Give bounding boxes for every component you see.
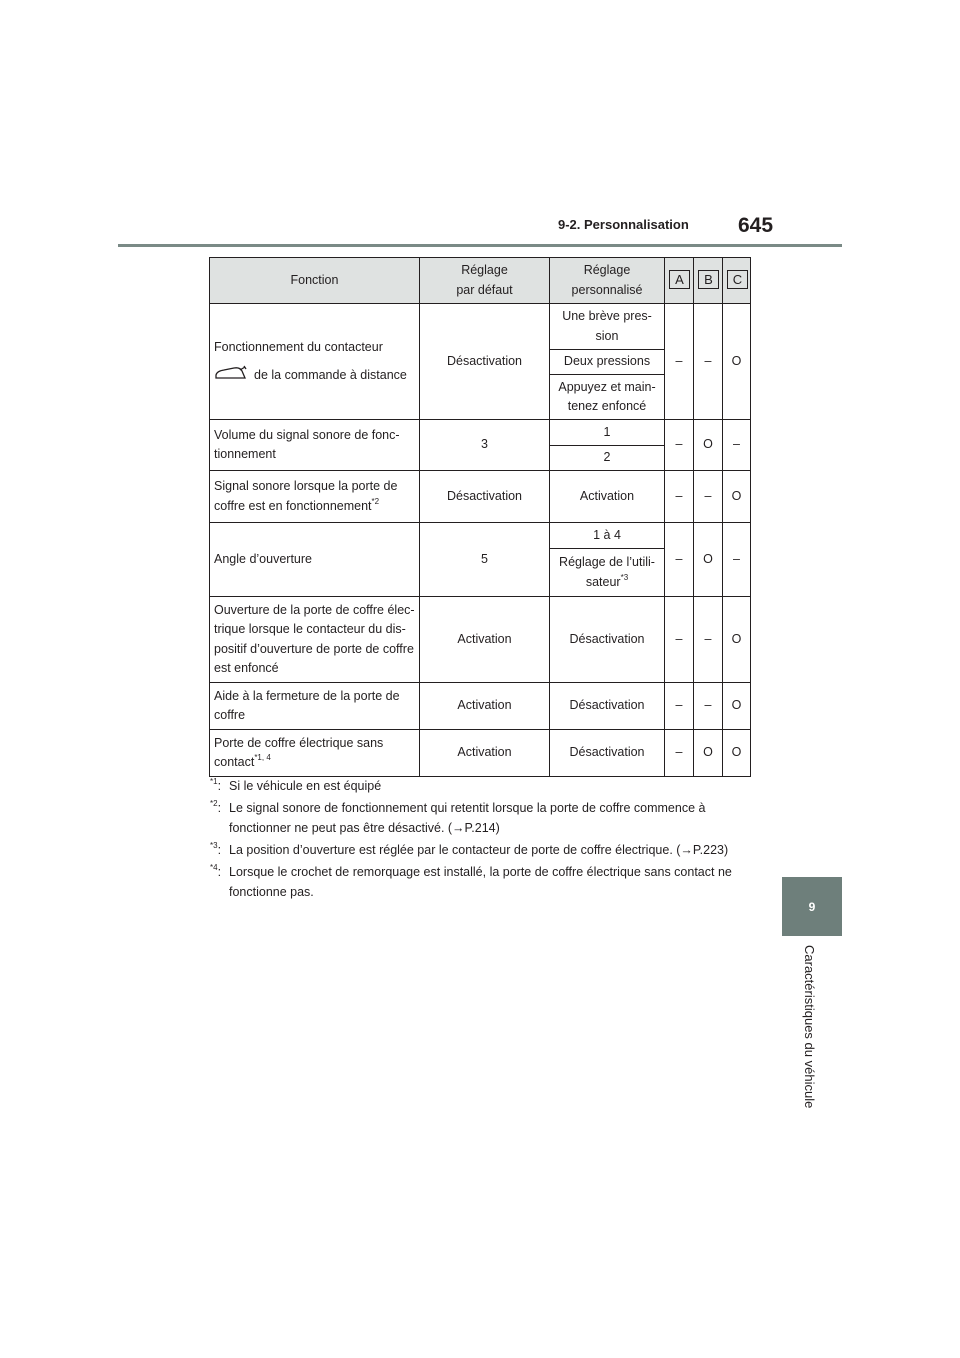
row7-c: O — [723, 730, 751, 777]
row3-option1: Activation — [550, 471, 665, 523]
page-number: 645 — [738, 214, 774, 237]
row7-fonction: Porte de coffre électrique sans contact$^{*1, 4}$ — [210, 730, 420, 777]
row7-option1: Désactivation — [550, 730, 665, 777]
header-perso: Réglage personnalisé — [550, 258, 665, 304]
row6-a: – — [665, 683, 694, 730]
row5-c: O — [723, 597, 751, 683]
row2-a: – — [665, 420, 694, 471]
row2-b: O — [694, 420, 723, 471]
table-row — [210, 471, 751, 523]
table-row — [210, 304, 751, 350]
row5-b: – — [694, 597, 723, 683]
row1-c: O — [723, 304, 751, 420]
chapter-number: 9 — [808, 899, 816, 914]
row4-a: – — [665, 523, 694, 597]
row1-option3: Appuyez et main- tenez enfoncé — [550, 375, 665, 420]
row3-c: O — [723, 471, 751, 523]
footnote: $^{*4}$: Lorsque le crochet de remorquage est installé, la porte de coffre électrique sans contact ne fonctionne pas. — [210, 863, 732, 899]
footnote: $^{*2}$: Le signal sonore de fonctionnement qui retentit lorsque la porte de coffre commence à fonctionner ne peut pas être désactivé. (→P.214) — [210, 799, 706, 835]
header-b: B — [694, 258, 723, 304]
table-row — [210, 523, 751, 549]
row7-defaut: Activation — [420, 730, 550, 777]
table-row — [210, 420, 751, 446]
row2-fonction: Volume du signal sonore de fonc- tionnement — [210, 420, 420, 471]
row1-defaut: Désactivation — [420, 304, 550, 420]
row3-fonction: Signal sonore lorsque la porte de coffre est en fonctionnement$^{*2}$ — [210, 471, 420, 523]
header-a: A — [665, 258, 694, 304]
row1-a: – — [665, 304, 694, 420]
row5-defaut: Activation — [420, 597, 550, 683]
row6-option1: Désactivation — [550, 683, 665, 730]
table-row — [210, 597, 751, 683]
chapter-title: Caractéristiques du véhicule — [802, 945, 817, 1109]
row6-defaut: Activation — [420, 683, 550, 730]
row1-b: – — [694, 304, 723, 420]
header-c: C — [723, 258, 751, 304]
row4-option1: 1 à 4 — [550, 523, 665, 549]
power-back-door-icon — [214, 365, 248, 381]
row7-a: – — [665, 730, 694, 777]
row5-fonction: Ouverture de la porte de coffre élec- trique lorsque le contacteur du dis- positif d’ouverture de porte de coffre est enfoncé — [210, 597, 420, 683]
row4-c: – — [723, 523, 751, 597]
row4-fonction: Angle d’ouverture — [210, 523, 420, 597]
header-fonction: Fonction — [210, 258, 420, 304]
row1-option1: Une brève pres- sion — [550, 304, 665, 350]
chapter-label — [802, 945, 822, 1120]
row1-option2: Deux pressions — [550, 350, 665, 375]
row6-b: – — [694, 683, 723, 730]
table-row — [210, 730, 751, 777]
row5-a: – — [665, 597, 694, 683]
row2-c: – — [723, 420, 751, 471]
header-defaut: Réglage par défaut — [420, 258, 550, 304]
footnote: $^{*3}$: La position d’ouverture est réglée par le contacteur de porte de coffre électrique. (→P.223) — [210, 841, 729, 857]
section-title: 9-2. Personnalisation — [558, 217, 689, 232]
row4-defaut: 5 — [420, 523, 550, 597]
row5-option1: Désactivation — [550, 597, 665, 683]
chapter-tab — [782, 877, 842, 936]
row2-option2: 2 — [550, 446, 665, 471]
row3-defaut: Désactivation — [420, 471, 550, 523]
row4-b: O — [694, 523, 723, 597]
header-rule — [118, 244, 842, 247]
row2-defaut: 3 — [420, 420, 550, 471]
table-row — [210, 683, 751, 730]
customization-table — [209, 257, 751, 777]
row6-fonction: Aide à la fermeture de la porte de coffre — [210, 683, 420, 730]
row4-option2: Réglage de l’utili- sateur$^{*3}$ — [550, 549, 665, 597]
row3-b: – — [694, 471, 723, 523]
footnotes — [210, 776, 755, 904]
row3-a: – — [665, 471, 694, 523]
row7-b: O — [694, 730, 723, 777]
row1-fonction: Fonctionnement du contacteur de la commande à distance — [210, 304, 420, 420]
row6-c: O — [723, 683, 751, 730]
row2-option1: 1 — [550, 420, 665, 446]
table-header-row — [210, 258, 751, 304]
footnote: $^{*1}$: Si le véhicule en est équipé — [210, 777, 382, 793]
